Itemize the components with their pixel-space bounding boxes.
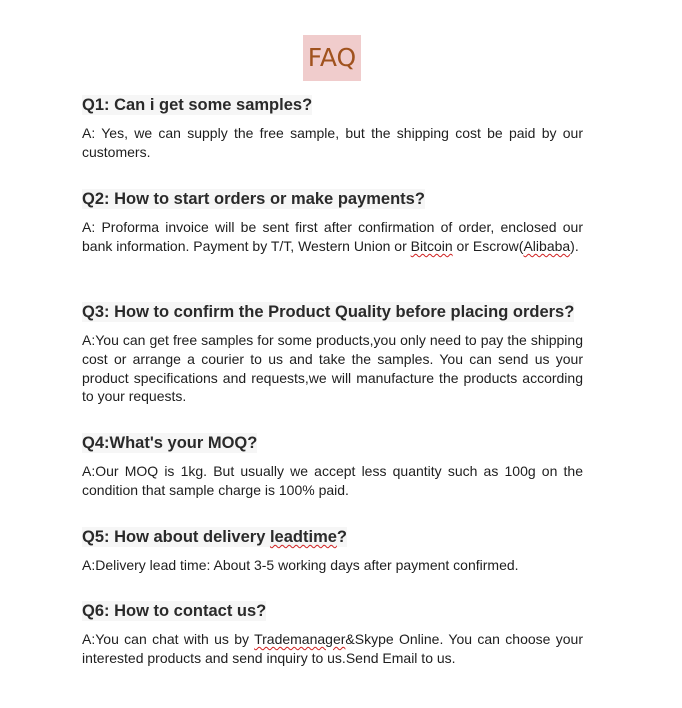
- question: Q6: How to contact us?: [82, 602, 267, 620]
- question: Q3: How to confirm the Product Quality before placing orders?: [82, 303, 575, 321]
- question: Q1: Can i get some samples?: [82, 96, 313, 114]
- answer: [82, 556, 583, 575]
- faq-item-3: [82, 302, 583, 406]
- answer-text: A:You can get free samples for some products,you only need to pay the shipping cost or arrange a courier to us and take the samples. You can send us your product specifications and requests,we will manufacture the products according to your requests.: [82, 332, 583, 405]
- question: Q2: How to start orders or make payments?: [82, 190, 425, 208]
- answer-text: A: Yes, we can supply the free sample, but the shipping cost be paid by our customers.: [82, 125, 583, 160]
- answer: [82, 630, 583, 668]
- spellcheck-word: Bitcoin: [410, 237, 453, 254]
- spellcheck-word: Alibaba: [523, 237, 571, 254]
- answer-text: or Escrow(: [452, 237, 524, 254]
- answer-text: A:Delivery lead time: About 3-5 working days after payment confirmed.: [82, 557, 519, 573]
- answer: [82, 124, 583, 162]
- faq-item-6: [82, 601, 583, 668]
- question-text: Q5: How about delivery: [82, 528, 270, 546]
- answer: [82, 218, 583, 256]
- answer: [82, 462, 583, 500]
- question: [82, 527, 347, 547]
- spellcheck-word: leadtime: [269, 528, 337, 546]
- faq-item-4: [82, 433, 583, 500]
- answer: [82, 331, 583, 406]
- faq-item-2: [82, 189, 583, 256]
- answer-text: A: Proforma invoice will be sent first after confirmation of order, enclosed our bank information. Payment by T/T, Western Union or: [82, 219, 583, 254]
- faq-item-1: [82, 95, 583, 162]
- question-text: ?: [336, 528, 348, 546]
- answer-text: A:Our MOQ is 1kg. But usually we accept less quantity such as 100g on the condition that sample charge is 100% paid.: [82, 463, 583, 498]
- answer-text: &Skype Online. You can choose your interested products and send inquiry to us.Send Email to us.: [82, 631, 583, 666]
- answer-text: ).: [570, 237, 579, 254]
- spellcheck-word: Trademanager: [254, 631, 346, 647]
- faq-title: FAQ: [303, 35, 361, 81]
- answer-text: A:You can chat with us by: [82, 631, 255, 647]
- question: Q4:What's your MOQ?: [82, 434, 258, 452]
- faq-item-5: [82, 527, 583, 575]
